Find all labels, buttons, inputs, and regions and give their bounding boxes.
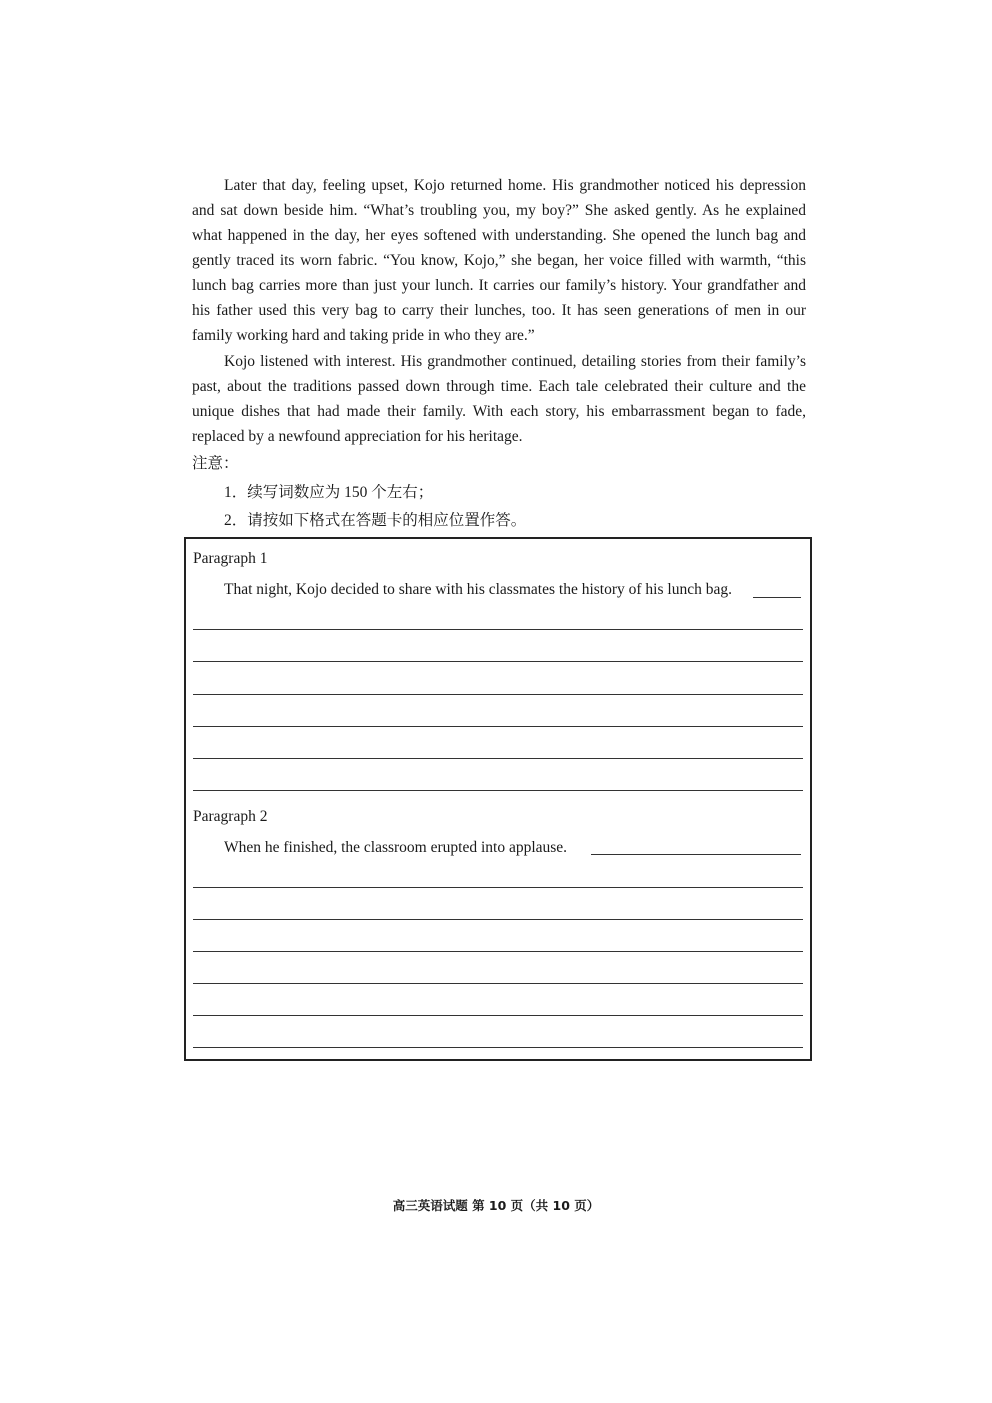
writing-line[interactable]: [193, 758, 803, 759]
paragraph-2-label: Paragraph 2: [193, 808, 268, 825]
passage-paragraph-1: Later that day, feeling upset, Kojo returned home. His grandmother noticed his depression and sat down beside him. “What’s troubling you, my boy?” She asked gently. As he explained what happened in the day, her eyes softened with understanding. She opened the lunch bag and gently traced its worn fabric. “You know, Kojo,” she began, her voice filled with warmth, “this lunch bag carries more than just your lunch. It carries our family’s history. Your grandfather and his father used this very bag to carry their lunches, too. It has seen generations of men in our family working hard and taking pride in who they are.”: [192, 177, 806, 344]
answer-box: [184, 537, 812, 1061]
paragraph-2-starter: When he finished, the classroom erupted into applause.: [224, 839, 568, 856]
writing-line[interactable]: [193, 629, 803, 630]
writing-line[interactable]: [193, 726, 803, 727]
paragraph-2-starter-blank[interactable]: [591, 854, 801, 855]
writing-line[interactable]: [193, 1015, 803, 1016]
notes-title: 注意：: [192, 455, 239, 472]
writing-line[interactable]: [193, 951, 803, 952]
writing-line[interactable]: [193, 983, 803, 984]
reading-passage: [192, 173, 806, 450]
note-item-2: 2．请按如下格式在答题卡的相应位置作答。: [224, 512, 527, 529]
paragraph-1-starter: That night, Kojo decided to share with his classmates the history of his lunch bag.: [224, 581, 732, 598]
writing-line[interactable]: [193, 661, 803, 662]
paragraph-1-starter-blank[interactable]: [753, 597, 801, 598]
passage-paragraph-2: Kojo listened with interest. His grandmother continued, detailing stories from their family’s past, about the traditions passed down through time. Each tale celebrated their culture and the unique dishes that had made their family. With each story, his embarrassment began to fade, replaced by a newfound appreciation for his heritage.: [192, 353, 806, 445]
writing-line[interactable]: [193, 887, 803, 888]
note-item-1: 1．续写词数应为 150 个左右；: [224, 484, 434, 501]
paragraph-1-label: Paragraph 1: [193, 550, 268, 567]
page-footer: 高三英语试题 第 10 页（共 10 页）: [392, 1198, 600, 1213]
writing-line[interactable]: [193, 919, 803, 920]
writing-line[interactable]: [193, 1047, 803, 1048]
writing-line[interactable]: [193, 694, 803, 695]
writing-line[interactable]: [193, 790, 803, 791]
